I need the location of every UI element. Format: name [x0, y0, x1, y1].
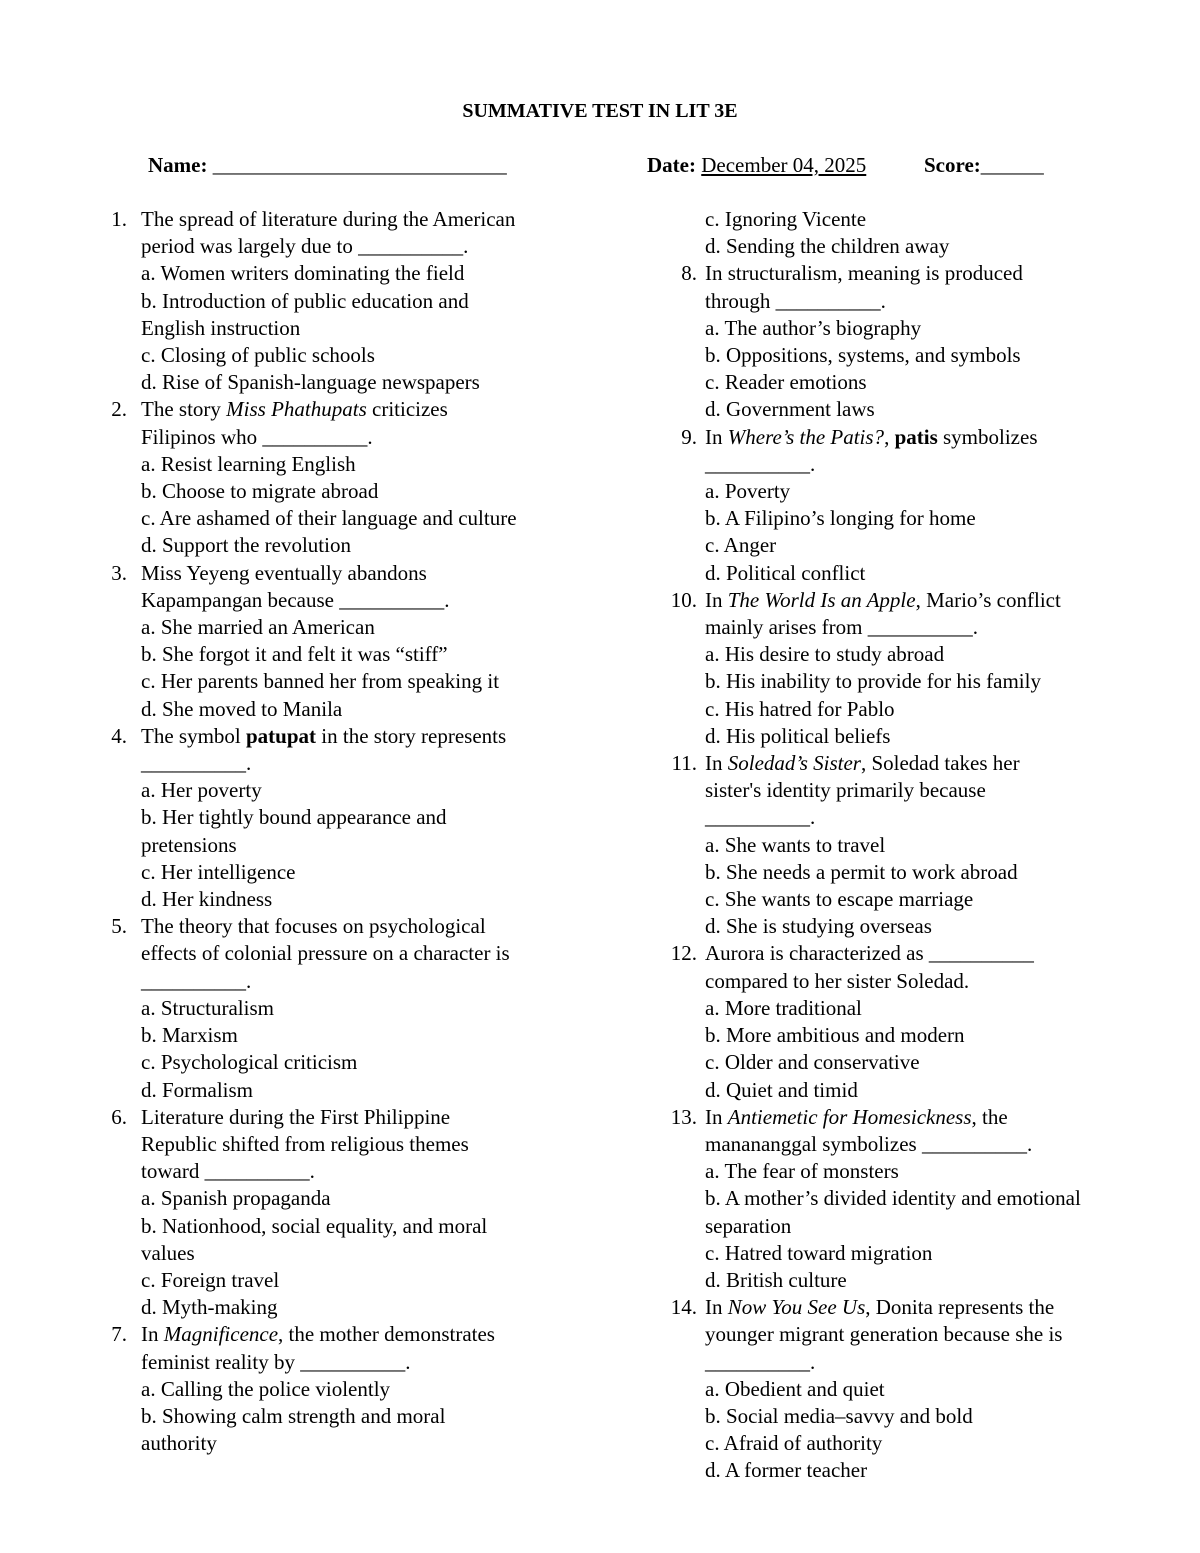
question-14 — [669, 1294, 1159, 1484]
question-stem-line: The spread of literature during the American — [141, 207, 516, 231]
answer-option: c. His hatred for Pablo — [705, 696, 895, 721]
answer-option: b. Choose to migrate abroad — [141, 479, 379, 504]
answer-option: d. British culture — [705, 1267, 847, 1292]
answer-option: b. She forgot it and felt it was “stiff” — [141, 642, 448, 667]
answer-option: c. Ignoring Vicente — [705, 207, 867, 231]
question-stem-line: compared to her sister Soledad. — [705, 968, 970, 993]
question-4 — [105, 723, 575, 913]
answer-option: authority — [141, 1431, 217, 1456]
answer-option: d. Rise of Spanish-language newspapers — [141, 370, 480, 395]
answer-option: a. Women writers dominating the field — [141, 261, 465, 286]
question-number: 9. — [681, 424, 697, 449]
question-stem-line: effects of colonial pressure on a character is — [141, 941, 510, 966]
answer-option: c. Her intelligence — [141, 859, 296, 884]
question-number: 6. — [111, 1104, 127, 1129]
question-stem-line: The story Miss Phathupats criticizes — [141, 397, 448, 422]
question-stem-line: Miss Yeyeng eventually abandons — [141, 560, 427, 585]
question-5 — [105, 913, 575, 1103]
answer-option: pretensions — [141, 832, 237, 857]
question-stem-line: __________. — [141, 968, 252, 993]
answer-option: c. Foreign travel — [141, 1267, 280, 1292]
score-field — [924, 153, 1044, 178]
question-stem-line: through __________. — [705, 288, 886, 313]
question-number: 7. — [111, 1322, 127, 1347]
answer-option: a. Obedient and quiet — [705, 1376, 885, 1401]
answer-option: d. Support the revolution — [141, 533, 351, 558]
answer-option: c. Afraid of authority — [705, 1431, 883, 1456]
question-number: 1. — [111, 207, 127, 231]
answer-option: c. Hatred toward migration — [705, 1240, 933, 1265]
title-italic: Miss Phathupats — [226, 397, 367, 422]
answer-option: c. Older and conservative — [705, 1050, 920, 1075]
keyword-bold: patupat — [246, 723, 317, 748]
answer-option: b. Showing calm strength and moral — [141, 1403, 446, 1428]
answer-option: d. She moved to Manila — [141, 696, 343, 721]
answer-option: b. Introduction of public education and — [141, 288, 469, 313]
question-stem-line: The theory that focuses on psychological — [141, 914, 486, 939]
question-number: 11. — [671, 751, 697, 776]
name-label: Name: — [148, 153, 208, 177]
question-number: 8. — [681, 261, 697, 286]
question-10 — [669, 587, 1159, 750]
title-italic: Magnificence — [163, 1322, 279, 1347]
question-stem-line: younger migrant generation because she is — [705, 1322, 1063, 1347]
question-stem-line: In Now You See Us, Donita represents the — [705, 1295, 1055, 1320]
question-stem-line: toward __________. — [141, 1159, 315, 1184]
title-italic: Soledad’s Sister — [727, 751, 861, 776]
answer-option: d. A former teacher — [705, 1458, 868, 1483]
question-number: 12. — [670, 941, 697, 966]
answer-option: b. More ambitious and modern — [705, 1023, 965, 1048]
question-13 — [669, 1104, 1159, 1294]
question-stem-line: sister's identity primarily because — [705, 778, 986, 803]
answer-option: values — [141, 1240, 195, 1265]
answer-option: c. Closing of public schools — [141, 343, 375, 368]
question-11 — [669, 750, 1159, 940]
answer-option: b. Oppositions, systems, and symbols — [705, 343, 1021, 368]
question-stem-line: In The World Is an Apple, Mario’s conflict — [705, 587, 1061, 612]
title-italic: Now You See Us — [727, 1295, 866, 1320]
answer-option: c. She wants to escape marriage — [705, 887, 974, 912]
answer-option: c. Are ashamed of their language and culture — [141, 506, 517, 531]
question-stem-line: mainly arises from __________. — [705, 615, 978, 640]
answer-option: d. She is studying overseas — [705, 914, 932, 939]
answer-option: a. More traditional — [705, 995, 862, 1020]
question-9 — [669, 424, 1159, 587]
answer-option: a. Structuralism — [141, 995, 274, 1020]
score-blank: ______ — [980, 153, 1044, 177]
question-6 — [105, 1104, 575, 1322]
question-number: 14. — [670, 1295, 697, 1320]
question-stem-line: Filipinos who __________. — [141, 424, 373, 449]
date-label: Date: — [647, 153, 696, 177]
question-stem-line: __________. — [141, 751, 252, 776]
question-number: 4. — [111, 723, 127, 748]
left-column — [105, 206, 575, 1457]
date-value: December 04, 2025 — [701, 153, 867, 177]
question-stem-line: Literature during the First Philippine — [141, 1104, 451, 1129]
question-number: 5. — [111, 914, 127, 939]
question-stem-line: Aurora is characterized as __________ — [705, 941, 1034, 966]
question-7 — [105, 1321, 575, 1457]
question-7-continuation — [669, 206, 1159, 260]
answer-option: English instruction — [141, 315, 301, 340]
answer-option: a. Spanish propaganda — [141, 1186, 331, 1211]
question-stem-line: In Antiemetic for Homesickness, the — [705, 1104, 1008, 1129]
title-italic: Where’s the Patis? — [727, 424, 885, 449]
answer-option: d. Government laws — [705, 397, 875, 422]
question-number: 3. — [111, 560, 127, 585]
question-stem-line: __________. — [705, 451, 816, 476]
score-label: Score: — [924, 153, 981, 177]
question-stem-line: period was largely due to __________. — [141, 234, 469, 259]
question-stem-line: manananggal symbolizes __________. — [705, 1131, 1033, 1156]
name-field — [148, 153, 507, 178]
question-stem-line: Kapampangan because __________. — [141, 587, 450, 612]
question-stem-line: feminist reality by __________. — [141, 1349, 411, 1374]
keyword-bold: patis — [894, 424, 938, 449]
question-stem-line: The symbol patupat in the story represents — [141, 723, 507, 748]
answer-option: a. She wants to travel — [705, 832, 886, 857]
answer-option: b. Nationhood, social equality, and moral — [141, 1213, 488, 1238]
answer-option: b. His inability to provide for his family — [705, 669, 1041, 694]
answer-option: d. Sending the children away — [705, 234, 950, 259]
answer-option: c. Reader emotions — [705, 370, 867, 395]
answer-option: b. Social media–savvy and bold — [705, 1403, 973, 1428]
question-stem-line: __________. — [705, 1349, 816, 1374]
answer-option: d. Her kindness — [141, 887, 273, 912]
question-stem-line: In structuralism, meaning is produced — [705, 261, 1023, 286]
name-blank: ____________________________ — [212, 153, 507, 177]
answer-option: d. Formalism — [141, 1077, 254, 1102]
answer-option: c. Psychological criticism — [141, 1050, 358, 1075]
question-stem-line: In Magnificence, the mother demonstrates — [141, 1322, 495, 1347]
answer-option: a. The fear of monsters — [705, 1159, 899, 1184]
question-stem-line: In Where’s the Patis?, patis symbolizes — [705, 424, 1038, 449]
right-column — [669, 206, 1159, 1485]
date-field — [647, 153, 866, 178]
question-number: 10. — [670, 587, 697, 612]
question-number: 13. — [670, 1104, 697, 1129]
title-italic: The World Is an Apple — [727, 587, 916, 612]
answer-option: a. Poverty — [705, 479, 791, 504]
question-stem-line: Republic shifted from religious themes — [141, 1131, 469, 1156]
answer-option: d. Myth-making — [141, 1295, 278, 1320]
question-1 — [105, 206, 575, 396]
answer-option: a. Her poverty — [141, 778, 262, 803]
answer-option: a. She married an American — [141, 615, 375, 640]
question-12 — [669, 940, 1159, 1103]
answer-option: c. Her parents banned her from speaking it — [141, 669, 500, 694]
answer-option: b. She needs a permit to work abroad — [705, 859, 1018, 884]
answer-option: b. A Filipino’s longing for home — [705, 506, 976, 531]
question-stem-line: __________. — [705, 805, 816, 830]
answer-option: b. Marxism — [141, 1023, 238, 1048]
answer-option: a. Calling the police violently — [141, 1376, 391, 1401]
answer-option: c. Anger — [705, 533, 777, 558]
answer-option: a. The author’s biography — [705, 315, 922, 340]
answer-option: a. Resist learning English — [141, 451, 356, 476]
question-8 — [669, 260, 1159, 423]
question-2 — [105, 396, 575, 559]
question-number: 2. — [111, 397, 127, 422]
answer-option: d. Quiet and timid — [705, 1077, 858, 1102]
question-3 — [105, 560, 575, 723]
page-title: SUMMATIVE TEST IN LIT 3E — [462, 100, 738, 122]
title-italic: Antiemetic for Homesickness — [727, 1104, 972, 1129]
question-stem-line: In Soledad’s Sister, Soledad takes her — [705, 751, 1020, 776]
answer-option: d. His political beliefs — [705, 723, 891, 748]
answer-option: b. A mother’s divided identity and emotional — [705, 1186, 1081, 1211]
answer-option: a. His desire to study abroad — [705, 642, 945, 667]
answer-option: separation — [705, 1213, 792, 1238]
answer-option: d. Political conflict — [705, 560, 866, 585]
answer-option: b. Her tightly bound appearance and — [141, 805, 447, 830]
